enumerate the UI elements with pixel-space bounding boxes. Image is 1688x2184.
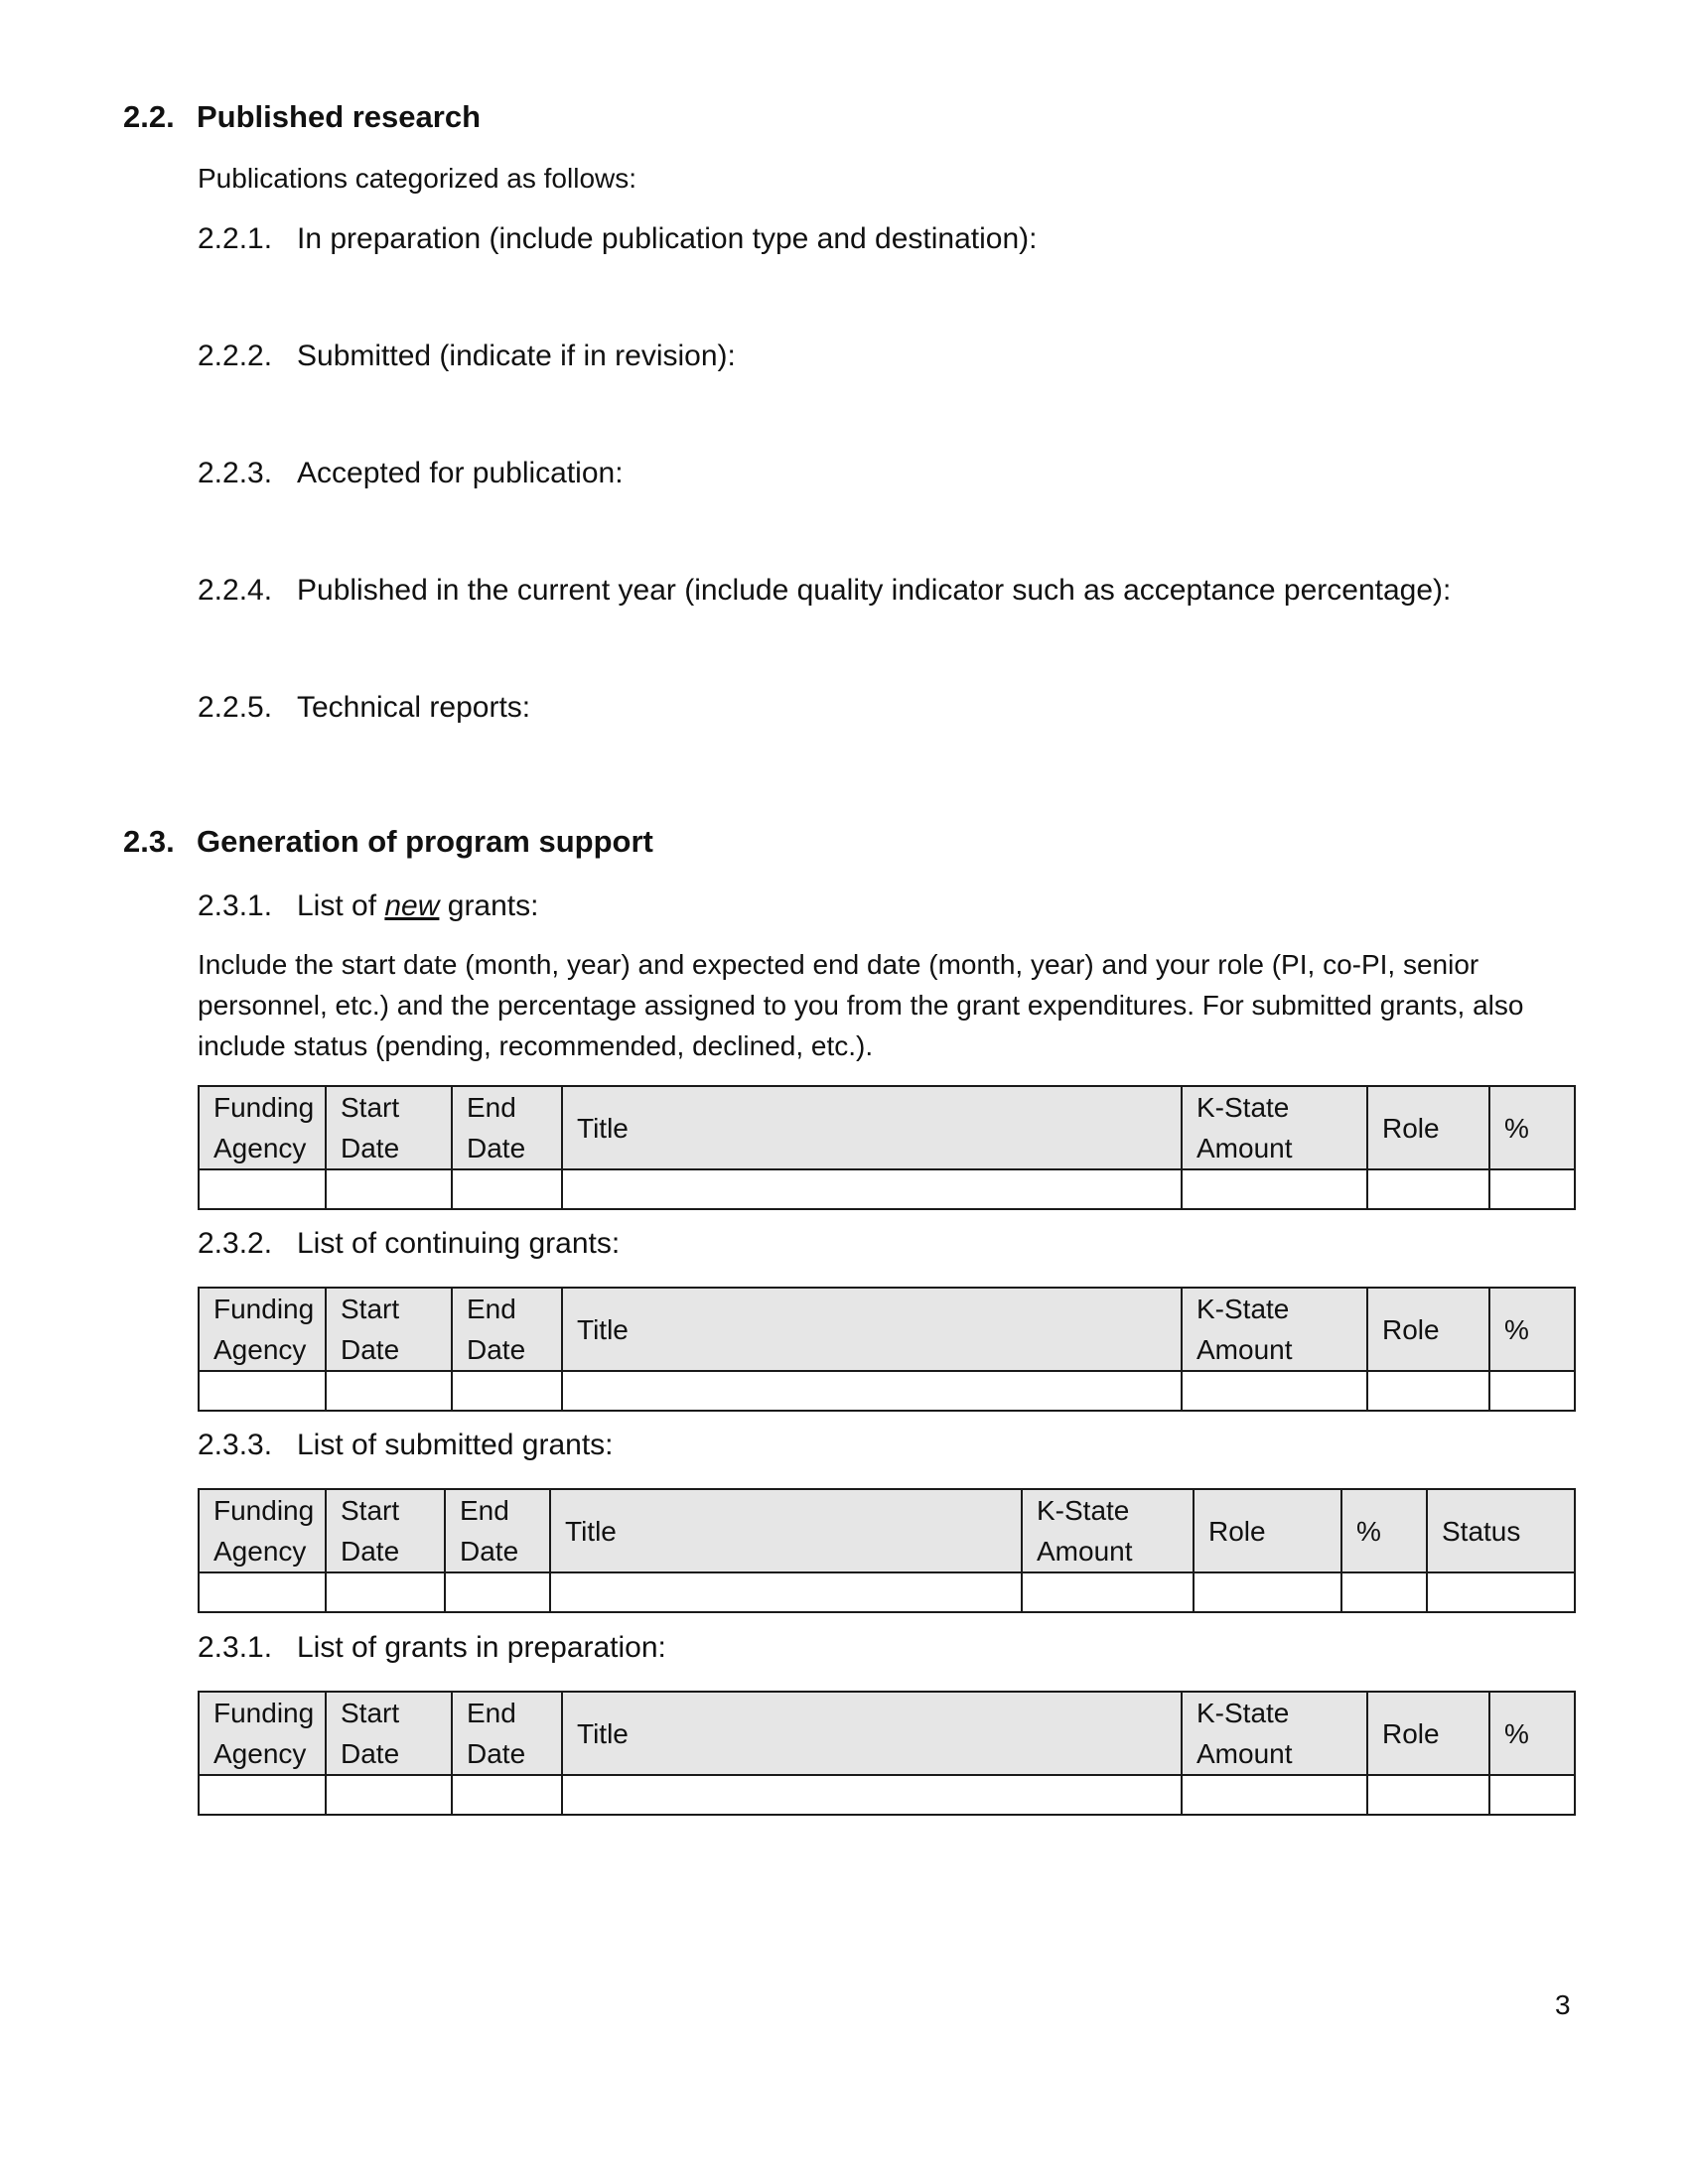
- subsection-text: List of grants in preparation:: [297, 1631, 666, 1664]
- section-number: 2.3.: [123, 824, 175, 859]
- cell-percent[interactable]: [1489, 1371, 1575, 1411]
- table-row: [199, 1775, 1575, 1815]
- cell-end-date[interactable]: [452, 1775, 562, 1815]
- header-percent: %: [1489, 1692, 1575, 1775]
- submitted-grants-table: [198, 1488, 1576, 1613]
- subsection-number: 2.3.1.: [198, 889, 273, 922]
- subsection-text: Technical reports:: [297, 691, 531, 724]
- table-row: [199, 1572, 1575, 1612]
- header-percent: %: [1489, 1288, 1575, 1371]
- cell-role[interactable]: [1194, 1572, 1341, 1612]
- header-start-date: Start Date: [326, 1692, 452, 1775]
- cell-kstate-amount[interactable]: [1182, 1371, 1367, 1411]
- cell-funding-agency[interactable]: [199, 1775, 326, 1815]
- cell-funding-agency[interactable]: [199, 1572, 326, 1612]
- header-role: Role: [1367, 1692, 1489, 1775]
- cell-start-date[interactable]: [326, 1169, 452, 1209]
- subsection-text: List of continuing grants:: [297, 1227, 621, 1260]
- header-title: Title: [562, 1288, 1182, 1371]
- header-funding-agency: Funding Agency: [199, 1288, 326, 1371]
- header-title: Title: [562, 1692, 1182, 1775]
- header-start-date: Start Date: [326, 1086, 452, 1169]
- page-number: 3: [1555, 1989, 1571, 2020]
- cell-status[interactable]: [1427, 1572, 1575, 1612]
- header-kstate-amount: K-State Amount: [1182, 1692, 1367, 1775]
- subsection-number: 2.2.1.: [198, 222, 273, 255]
- header-role: Role: [1367, 1288, 1489, 1371]
- table-header-row: [199, 1489, 1575, 1572]
- instructions-paragraph: Include the start date (month, year) and expected end date (month, year) and your role (PI, co-PI, senior personnel, etc.) and the percentage assigned to you from the grant expenditures. For submitted grants, also include status (pending, recommended, declined, etc.).: [198, 949, 1524, 1061]
- cell-funding-agency[interactable]: [199, 1169, 326, 1209]
- subsection-text: Submitted (indicate if in revision):: [297, 340, 736, 372]
- cell-end-date[interactable]: [452, 1371, 562, 1411]
- subsection-number: 2.3.3.: [198, 1429, 273, 1461]
- subsection-text: List of submitted grants:: [297, 1429, 614, 1461]
- header-percent: %: [1341, 1489, 1427, 1572]
- header-end-date: End Date: [452, 1288, 562, 1371]
- subsection-text: Published in the current year (include quality indicator such as acceptance percentage):: [297, 574, 1452, 607]
- cell-title[interactable]: [562, 1169, 1182, 1209]
- subsection-number: 2.2.3.: [198, 457, 273, 489]
- cell-kstate-amount[interactable]: [1182, 1775, 1367, 1815]
- section-intro: Publications categorized as follows:: [198, 163, 637, 194]
- subsection-number: 2.2.4.: [198, 574, 273, 607]
- table-row: [199, 1169, 1575, 1209]
- header-funding-agency: Funding Agency: [199, 1692, 326, 1775]
- header-funding-agency: Funding Agency: [199, 1489, 326, 1572]
- cell-role[interactable]: [1367, 1775, 1489, 1815]
- emphasized-word: new: [384, 889, 440, 922]
- header-start-date: Start Date: [326, 1288, 452, 1371]
- header-end-date: End Date: [445, 1489, 550, 1572]
- header-end-date: End Date: [452, 1692, 562, 1775]
- section-title: Published research: [197, 99, 482, 134]
- table-header-row: [199, 1692, 1575, 1775]
- cell-percent[interactable]: [1489, 1775, 1575, 1815]
- subsection-number: 2.3.1.: [198, 1631, 273, 1664]
- header-funding-agency: Funding Agency: [199, 1086, 326, 1169]
- header-start-date: Start Date: [326, 1489, 445, 1572]
- header-status: Status: [1427, 1489, 1575, 1572]
- cell-role[interactable]: [1367, 1169, 1489, 1209]
- subsection-text: Accepted for publication:: [297, 457, 624, 489]
- cell-start-date[interactable]: [326, 1371, 452, 1411]
- cell-percent[interactable]: [1341, 1572, 1427, 1612]
- cell-end-date[interactable]: [452, 1169, 562, 1209]
- new-grants-table: [198, 1085, 1576, 1210]
- cell-funding-agency[interactable]: [199, 1371, 326, 1411]
- cell-title[interactable]: [562, 1371, 1182, 1411]
- cell-start-date[interactable]: [326, 1775, 452, 1815]
- subsection-number: 2.2.2.: [198, 340, 273, 372]
- cell-role[interactable]: [1367, 1371, 1489, 1411]
- table-header-row: [199, 1288, 1575, 1371]
- section-title: Generation of program support: [197, 824, 653, 859]
- header-role: Role: [1194, 1489, 1341, 1572]
- subsection-number: 2.2.5.: [198, 691, 273, 724]
- cell-start-date[interactable]: [326, 1572, 445, 1612]
- table-header-row: [199, 1086, 1575, 1169]
- header-kstate-amount: K-State Amount: [1182, 1086, 1367, 1169]
- cell-title[interactable]: [550, 1572, 1022, 1612]
- cell-kstate-amount[interactable]: [1022, 1572, 1194, 1612]
- grants-in-preparation-table: [198, 1691, 1576, 1816]
- text-pre: List of: [297, 889, 385, 922]
- cell-kstate-amount[interactable]: [1182, 1169, 1367, 1209]
- subsection-number: 2.3.2.: [198, 1227, 273, 1260]
- header-title: Title: [562, 1086, 1182, 1169]
- cell-title[interactable]: [562, 1775, 1182, 1815]
- cell-end-date[interactable]: [445, 1572, 550, 1612]
- header-kstate-amount: K-State Amount: [1022, 1489, 1194, 1572]
- header-percent: %: [1489, 1086, 1575, 1169]
- table-row: [199, 1371, 1575, 1411]
- text-post: grants:: [439, 889, 539, 922]
- header-role: Role: [1367, 1086, 1489, 1169]
- cell-percent[interactable]: [1489, 1169, 1575, 1209]
- subsection-text: [297, 889, 538, 923]
- section-number: 2.2.: [123, 99, 175, 134]
- header-title: Title: [550, 1489, 1022, 1572]
- subsection-text: In preparation (include publication type and destination):: [297, 222, 1038, 255]
- continuing-grants-table: [198, 1287, 1576, 1412]
- header-kstate-amount: K-State Amount: [1182, 1288, 1367, 1371]
- header-end-date: End Date: [452, 1086, 562, 1169]
